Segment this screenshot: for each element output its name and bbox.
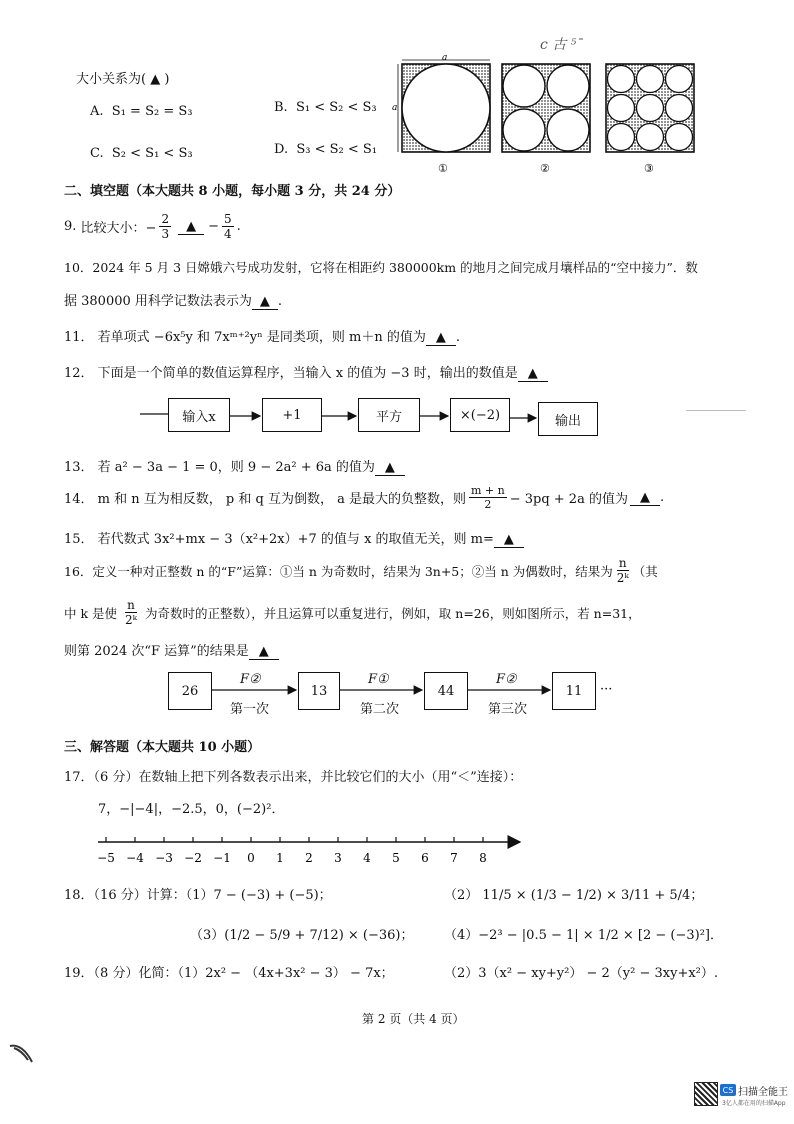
q8-figures bbox=[394, 52, 704, 178]
question-12 bbox=[64, 362, 548, 381]
q9-fraction-1 bbox=[159, 212, 171, 241]
option-label: B. bbox=[274, 100, 288, 115]
q18-part-3: （3）(1/2 − 5/9 + 7/12) × (−36)； bbox=[190, 928, 414, 943]
option-label: C. bbox=[90, 146, 104, 161]
fraction-numerator: n bbox=[618, 556, 627, 570]
q14-blank: ▲ bbox=[630, 490, 660, 506]
tick-label: 4 bbox=[363, 851, 371, 865]
flow-box-input: 输入x bbox=[168, 398, 230, 432]
q15-blank: ▲ bbox=[494, 532, 524, 548]
f-step-1: 第一次 bbox=[230, 702, 270, 717]
question-15 bbox=[64, 528, 524, 547]
q13-text: 13． 若 a² − 3a − 1 = 0，则 9 − 2a² + 6a 的值为 bbox=[64, 460, 375, 475]
q10-line-1: 10．2024 年 5 月 3 日嫦娥六号成功发射，它将在相距约 380000km 的地月之间完成月壤样品的“空中接力”．数 bbox=[64, 260, 698, 275]
fraction-denominator: 2ᵏ bbox=[616, 571, 629, 585]
fraction-numerator: m + n bbox=[470, 484, 505, 497]
q12-text: 12． 下面是一个简单的数值运算程序，当输入 x 的值为 −3 时，输出的数值是 bbox=[64, 366, 518, 381]
q17-numbers: 7，−|−4|，−2.5，0，(−2)²． bbox=[98, 802, 285, 817]
f-flow-box-4: 11 bbox=[552, 672, 596, 710]
handwritten-scribble: c 古 ⁵ˉ bbox=[540, 37, 584, 53]
tick-label: −3 bbox=[155, 851, 173, 865]
q18-part-2: （2） 11/5 × (1/3 − 1/2) × 3/11 + 5/4； bbox=[444, 888, 704, 903]
figure-label-1: ① bbox=[438, 162, 448, 175]
q14-end: . bbox=[659, 490, 665, 505]
fraction-numerator: n bbox=[127, 598, 135, 612]
q15-text: 15． 若代数式 3x²+mx − 3（x²+2x）+7 的值与 x 的取值无关，则 m= bbox=[64, 532, 494, 547]
figure-1 bbox=[398, 60, 490, 152]
tick-label: 3 bbox=[334, 851, 342, 865]
q9-number: 9. bbox=[64, 219, 77, 234]
q8-option-a bbox=[90, 104, 192, 119]
flow-box-output: 输出 bbox=[538, 402, 598, 436]
tick-label: 2 bbox=[305, 851, 313, 865]
q14-text-after: − 3pq + 2a 的值为 bbox=[509, 492, 628, 507]
q16-text: 16．定义一种对正整数 n 的“F”运算：①当 n 为奇数时，结果为 3n+5；②当 n 为偶数时，结果为 bbox=[64, 563, 613, 579]
fraction-denominator: 3 bbox=[161, 227, 170, 241]
q8-option-b bbox=[274, 100, 377, 115]
q16-fraction-1 bbox=[617, 556, 629, 585]
q16-text-after: 为奇数时的正整数），并且运算可以重复进行，例如，取 n=26，则如图所示，若 n=31， bbox=[145, 605, 641, 621]
tick-label: 8 bbox=[479, 851, 487, 865]
figure-label-2: ② bbox=[540, 162, 550, 175]
q17-text: 17．（6 分）在数轴上把下列各数表示出来，并比较它们的大小（用“＜”连接）： bbox=[64, 770, 523, 785]
q9-text: 比较大小：− bbox=[80, 221, 157, 236]
q9-end: . bbox=[236, 219, 241, 234]
tick-label: 5 bbox=[392, 851, 400, 865]
section-2-title: 二、填空题（本大题共 8 小题，每小题 3 分，共 24 分） bbox=[64, 184, 401, 199]
fraction-numerator: 2 bbox=[161, 212, 170, 226]
q10-text: 据 380000 用科学记数法表示为 bbox=[64, 294, 252, 309]
f-flow-box-2: 13 bbox=[298, 672, 340, 710]
q11-end: . bbox=[455, 330, 460, 345]
figure-2 bbox=[502, 64, 590, 152]
f-op-2: F① bbox=[368, 672, 389, 687]
q11-blank: ▲ bbox=[426, 330, 456, 346]
q8-stem-end: 大小关系为( ▲ ) bbox=[76, 72, 170, 87]
flow-box-square: 平方 bbox=[358, 398, 420, 432]
q16-line-3 bbox=[64, 640, 279, 659]
q19-part-2: （2）3（x² − xy+y²） − 2（y² − 3xy+x²）. bbox=[444, 966, 719, 981]
q8-option-d bbox=[274, 142, 377, 157]
q10-line-2 bbox=[64, 290, 282, 309]
section-3-title: 三、解答题（本大题共 10 小题） bbox=[64, 740, 261, 755]
f-flow-ellipsis: ··· bbox=[600, 682, 613, 697]
q16-text: 中 k 是使 bbox=[64, 605, 118, 621]
figure-label-3: ③ bbox=[644, 162, 654, 175]
q8-option-c bbox=[90, 146, 193, 161]
fraction-denominator: 2 bbox=[484, 498, 492, 511]
f-op-1: F② bbox=[240, 672, 261, 687]
q16-text: 则第 2024 次“F 运算”的结果是 bbox=[64, 644, 249, 659]
fraction-numerator: 5 bbox=[224, 212, 232, 226]
question-13 bbox=[64, 456, 405, 475]
q9-blank: ▲ bbox=[178, 219, 204, 235]
question-11 bbox=[64, 326, 460, 345]
option-text: S₂ < S₁ < S₃ bbox=[111, 146, 193, 161]
q19-part-1: 19．（8 分）化简：（1）2x² − （4x+3x² − 3） − 7x； bbox=[64, 966, 394, 981]
option-text: S₁ < S₂ < S₃ bbox=[295, 100, 377, 115]
f-flow-box-3: 44 bbox=[424, 672, 468, 710]
watermark-brand: 扫描全能王 bbox=[738, 1087, 788, 1098]
q16-line-2 bbox=[64, 598, 641, 627]
q10-blank: ▲ bbox=[252, 294, 278, 310]
tick-label: −4 bbox=[126, 851, 144, 865]
q18-part-1: 18．（16 分）计算：（1）7 − (−3) + (−5)； bbox=[64, 888, 332, 903]
f-step-2: 第二次 bbox=[360, 702, 400, 717]
f-flow-box-1: 26 bbox=[168, 672, 212, 710]
tick-label: −1 bbox=[213, 851, 231, 865]
f-step-3: 第三次 bbox=[488, 702, 528, 717]
tick-label: −5 bbox=[97, 851, 115, 865]
option-text: S₃ < S₂ < S₁ bbox=[296, 142, 378, 157]
question-14 bbox=[64, 484, 664, 511]
option-label: A. bbox=[90, 104, 104, 119]
question-9 bbox=[64, 212, 241, 241]
camscanner-logo: CS bbox=[720, 1084, 736, 1096]
fraction-denominator: 2ᵏ bbox=[125, 613, 138, 627]
q9-fraction-2 bbox=[222, 212, 234, 241]
q16-line-1 bbox=[64, 556, 658, 585]
flow-box-multiply: ×(−2) bbox=[450, 398, 510, 432]
tick-label: 7 bbox=[450, 851, 458, 865]
q12-blank: ▲ bbox=[518, 366, 548, 382]
side-label: a bbox=[392, 103, 398, 113]
tick-label: 1 bbox=[276, 851, 284, 865]
q16-text-after: （其 bbox=[632, 563, 658, 579]
number-line-ticks bbox=[97, 837, 487, 865]
q9-minus: − bbox=[208, 219, 219, 234]
option-text: S₁ = S₂ = S₃ bbox=[111, 104, 193, 119]
q13-blank: ▲ bbox=[375, 460, 405, 476]
f-op-3: F② bbox=[496, 672, 517, 687]
q16-fraction-2 bbox=[125, 598, 137, 627]
watermark-sub: 3亿人都在用的扫描App bbox=[722, 1100, 786, 1107]
number-line bbox=[92, 830, 522, 870]
q14-text: 14． m 和 n 互为相反数， p 和 q 互为倒数， a 是最大的负整数，则 bbox=[64, 492, 466, 507]
q18-part-4: （4）−2³ − |0.5 − 1| × 1/2 × [2 − (−3)²]． bbox=[444, 928, 723, 943]
q10-end: . bbox=[277, 294, 283, 309]
option-label: D. bbox=[274, 142, 289, 157]
figure-3 bbox=[606, 64, 694, 152]
flow-box-plus-one: +1 bbox=[262, 398, 322, 432]
scan-artifact-line bbox=[686, 410, 746, 411]
q11-text: 11． 若单项式 −6x⁵y 和 7xᵐ⁺²yⁿ 是同类项，则 m＋n 的值为 bbox=[64, 330, 426, 345]
tick-label: 6 bbox=[421, 851, 429, 865]
page-number: 第 2 页（共 4 页） bbox=[362, 1012, 465, 1026]
qr-code bbox=[694, 1082, 718, 1106]
q14-fraction bbox=[469, 484, 507, 511]
tick-label: 0 bbox=[247, 851, 255, 865]
tick-label: −2 bbox=[184, 851, 202, 865]
side-label: a bbox=[442, 53, 448, 63]
scan-smudge bbox=[8, 1040, 38, 1066]
fraction-denominator: 4 bbox=[224, 227, 232, 241]
q16-blank: ▲ bbox=[249, 644, 279, 660]
